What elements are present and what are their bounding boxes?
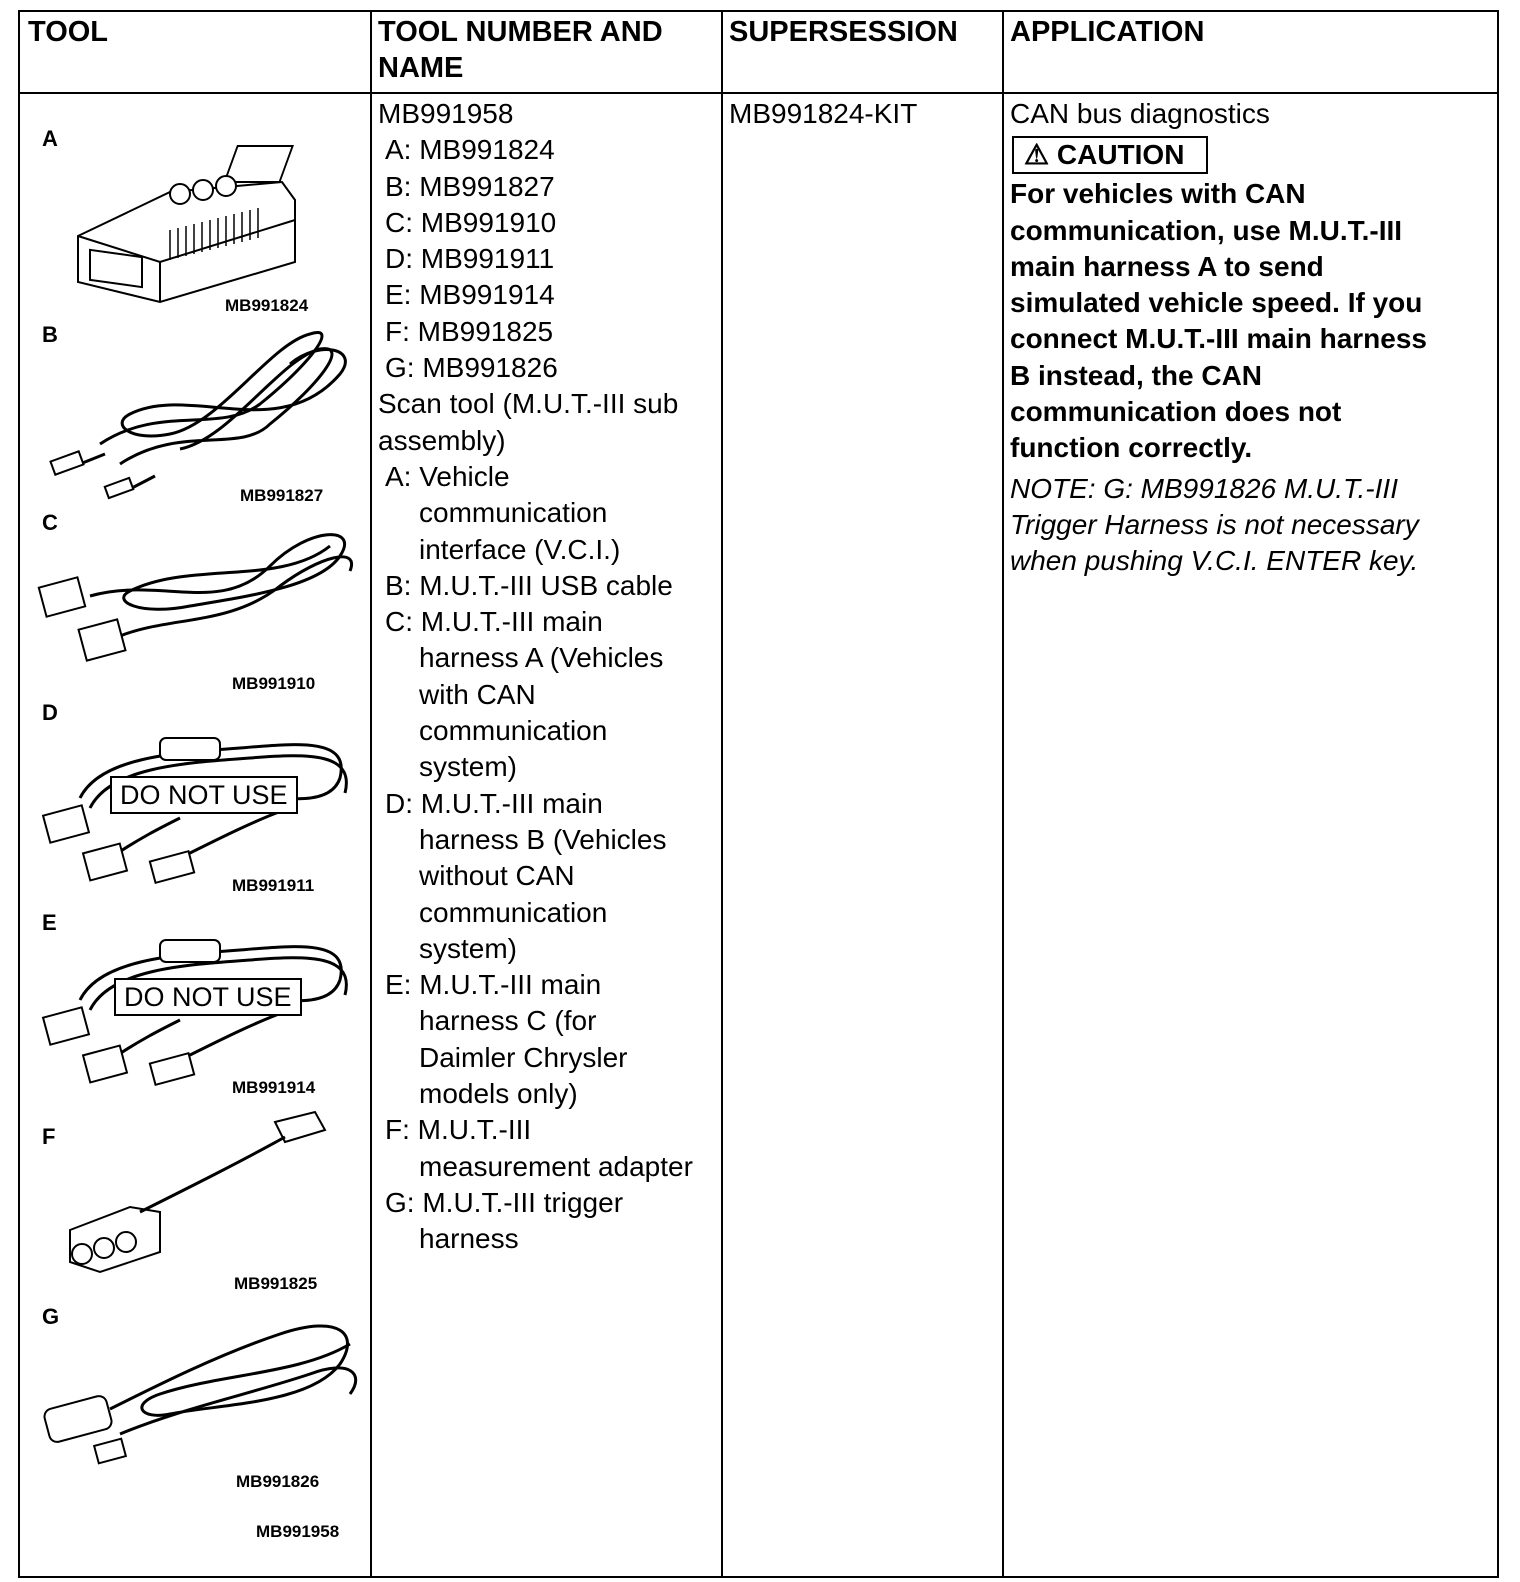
note-line: Trigger Harness is not necessary <box>1010 508 1419 540</box>
header-tool-number-line: NAME <box>378 52 464 84</box>
tool-number-line: harness B (Vehicles <box>419 823 667 855</box>
tool-number-line: A: Vehicle <box>385 460 510 492</box>
tool-e <box>20 900 375 1100</box>
tool-number-line: communication <box>419 896 608 928</box>
caution-line: communication does not <box>1010 396 1342 428</box>
note-line: NOTE: G: MB991826 M.U.T.-III <box>1010 472 1398 504</box>
tool-letter: D <box>42 700 58 725</box>
tool-letter: E <box>42 910 57 935</box>
tool-letter: A <box>42 126 58 151</box>
note-text <box>1010 471 1427 580</box>
caution-line: For vehicles with CAN <box>1010 178 1306 210</box>
caution-line: function correctly. <box>1010 432 1253 464</box>
tool-number-line: assembly) <box>378 424 506 456</box>
tool-number-line: system) <box>419 751 517 783</box>
tool-number-line: F: M.U.T.-III <box>385 1114 532 1146</box>
usb-cable-illustration <box>20 314 370 504</box>
column-divider <box>721 12 723 1576</box>
column-divider <box>1002 12 1004 1576</box>
caution-line: B instead, the CAN <box>1010 359 1263 391</box>
tool-letter: F <box>42 1124 56 1149</box>
tool-letter: G <box>42 1304 60 1329</box>
tool-number-line: C: MB991910 <box>385 206 557 238</box>
tool-number-line: communication <box>419 497 608 529</box>
tool-number-line: F: MB991825 <box>385 315 554 347</box>
header-tool-number-line: TOOL NUMBER AND <box>378 16 663 48</box>
vci-unit-illustration <box>20 112 370 312</box>
tool-number-line: B: MB991827 <box>385 170 555 202</box>
tool-a <box>20 112 375 315</box>
tool-number-line: D: MB991911 <box>385 243 555 275</box>
tool-number-line: interface (V.C.I.) <box>419 533 621 565</box>
tool-number-line: harness C (for <box>419 1005 597 1037</box>
caution-line: main harness A to send <box>1010 250 1324 282</box>
caution-line: simulated vehicle speed. If you <box>1010 287 1423 319</box>
caution-line: communication, use M.U.T.-III <box>1010 214 1403 246</box>
tool-part-number: MB991827 <box>240 486 324 505</box>
do-not-use-label: DO NOT USE <box>114 978 302 1016</box>
tool-number-line: E: M.U.T.-III main <box>385 969 602 1001</box>
supersession-value: MB991824-KIT <box>729 98 918 129</box>
tool-number-line: C: M.U.T.-III main <box>385 606 603 638</box>
tool-number-line: without CAN <box>419 860 575 892</box>
tool-number-line: with CAN <box>419 678 536 710</box>
application-cell <box>1010 96 1427 580</box>
tool-number-line: G: MB991826 <box>385 352 558 384</box>
main-harness-a-illustration <box>20 506 370 696</box>
tool-part-number: MB991825 <box>234 1274 318 1293</box>
do-not-use-label: DO NOT USE <box>110 776 298 814</box>
caution-box <box>1012 136 1208 174</box>
note-line: when pushing V.C.I. ENTER key. <box>1010 545 1419 577</box>
tool-part-number: MB991910 <box>232 674 316 693</box>
tool-number-line: MB991958 <box>378 98 514 129</box>
tool-part-number: MB991826 <box>236 1472 320 1491</box>
header-divider <box>20 92 1497 94</box>
tool-number-line: A: MB991824 <box>385 134 555 166</box>
special-tools-table <box>18 10 1499 1578</box>
tool-number-line: communication <box>419 715 608 747</box>
tool-f <box>20 1102 375 1292</box>
tool-number-line: G: M.U.T.-III trigger <box>385 1186 624 1218</box>
caution-text <box>1010 176 1427 466</box>
header-supersession: SUPERSESSION <box>729 16 958 48</box>
tool-number-line: Scan tool (M.U.T.-III sub <box>378 388 679 420</box>
header-tool-number <box>378 14 663 86</box>
tool-number-line: E: MB991914 <box>385 279 555 311</box>
tool-number-line: D: M.U.T.-III main <box>385 787 603 819</box>
tool-number-cell <box>378 96 693 1258</box>
tool-number-line: harness A (Vehicles <box>419 642 664 674</box>
header-tool: TOOL <box>28 16 109 48</box>
tool-b <box>20 314 375 504</box>
figure-number: MB991958 <box>256 1522 340 1541</box>
caution-line: connect M.U.T.-III main harness <box>1010 323 1427 355</box>
tool-g <box>20 1294 375 1494</box>
tool-c <box>20 506 375 696</box>
header-application: APPLICATION <box>1010 16 1205 48</box>
tool-part-number: MB991824 <box>225 296 309 315</box>
tool-letter: C <box>42 510 58 535</box>
tool-number-line: harness <box>419 1223 519 1255</box>
trigger-harness-illustration <box>20 1294 370 1494</box>
measurement-adapter-illustration <box>20 1102 370 1292</box>
tool-number-line: system) <box>419 932 517 964</box>
tool-number-line: models only) <box>419 1078 578 1110</box>
tool-letter: B <box>42 322 58 347</box>
tool-number-line: B: M.U.T.-III USB cable <box>385 569 673 601</box>
tool-d <box>20 698 375 898</box>
tool-part-number: MB991914 <box>232 1078 316 1097</box>
tool-part-number: MB991911 <box>232 876 315 895</box>
tool-number-line: measurement adapter <box>419 1150 693 1182</box>
warning-triangle-icon: ⚠ <box>1024 139 1050 171</box>
tool-number-line: Daimler Chrysler <box>419 1041 628 1073</box>
caution-label: CAUTION <box>1056 139 1185 171</box>
application-title: CAN bus diagnostics <box>1010 98 1270 129</box>
